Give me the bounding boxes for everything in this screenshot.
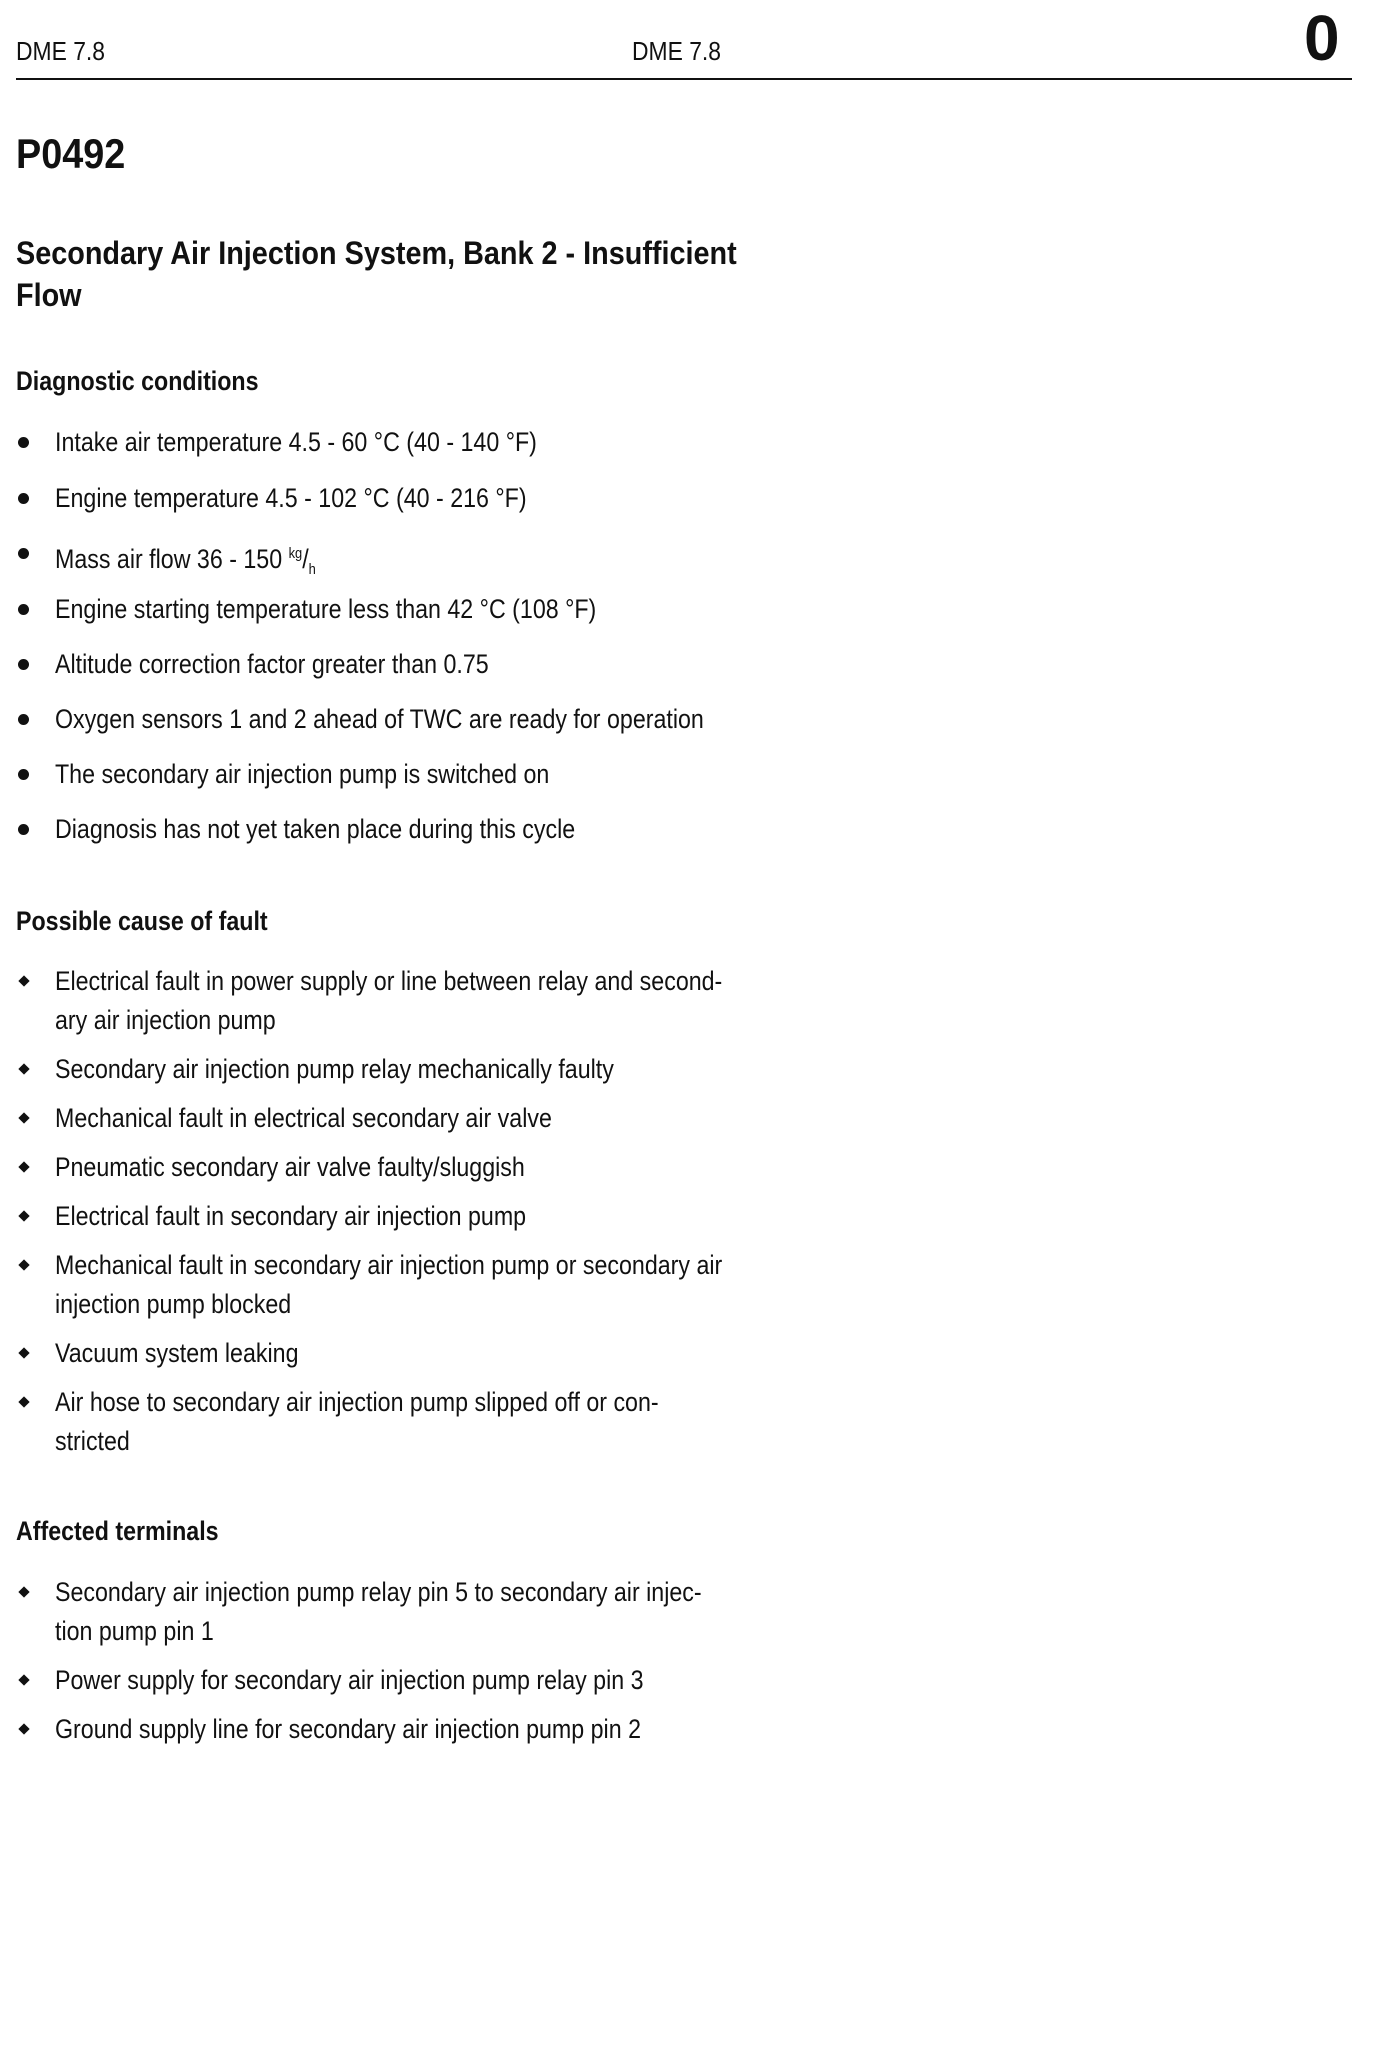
- list-item: Altitude correction factor greater than 0.75: [0, 645, 900, 700]
- bullet-dot-icon: [18, 437, 29, 448]
- bullet-dot-icon: [18, 769, 29, 780]
- possible-causes-heading: Possible cause of fault: [16, 906, 268, 936]
- bullet-diamond-icon: [18, 1112, 29, 1123]
- bullet-dot-icon: [18, 659, 29, 670]
- diagnostic-conditions-list: [0, 423, 900, 865]
- list-item: Oxygen sensors 1 and 2 ahead of TWC are ready for operation: [0, 700, 900, 755]
- diagnostic-conditions-heading: Diagnostic conditions: [16, 366, 259, 396]
- list-item: Pneumatic secondary air valve faulty/sluggish: [0, 1148, 900, 1197]
- bullet-diamond-icon: [18, 1723, 29, 1734]
- page-title: Secondary Air Injection System, Bank 2 - Insufficient Flow: [16, 235, 737, 313]
- list-item: Engine starting temperature less than 42 °C (108 °F): [0, 590, 900, 645]
- list-item: Mass air flow 36 - 150 $^{kg}/_h$: [0, 534, 900, 590]
- list-item: Electrical fault in secondary air injection pump: [0, 1197, 900, 1246]
- section-number: 0: [1304, 2, 1340, 74]
- bullet-diamond-icon: [18, 1161, 29, 1172]
- header-left-label: DME 7.8: [16, 36, 106, 66]
- header-center-label: DME 7.8: [632, 36, 722, 66]
- bullet-diamond-icon: [18, 1347, 29, 1358]
- unit-slash: /: [302, 544, 309, 574]
- header-rule: [16, 78, 1352, 80]
- bullet-dot-icon: [18, 548, 29, 559]
- list-item: Secondary air injection pump relay mechanically faulty: [0, 1050, 900, 1099]
- possible-causes-list: [0, 962, 900, 1471]
- list-item: Mechanical fault in secondary air injection pump or secondary air injection pump blocked: [0, 1246, 900, 1334]
- list-item: Ground supply line for secondary air injection pump pin 2: [0, 1710, 900, 1759]
- bullet-diamond-icon: [18, 1396, 29, 1407]
- list-item: Secondary air injection pump relay pin 5 to secondary air injec- tion pump pin 1: [0, 1573, 900, 1661]
- list-item: Power supply for secondary air injection pump relay pin 3: [0, 1661, 900, 1710]
- bullet-dot-icon: [18, 604, 29, 615]
- affected-terminals-list: [0, 1573, 900, 1759]
- list-item: Intake air temperature 4.5 - 60 °C (40 - 140 °F): [0, 423, 900, 479]
- bullet-dot-icon: [18, 714, 29, 725]
- list-item: Mechanical fault in electrical secondary air valve: [0, 1099, 900, 1148]
- bullet-dot-icon: [18, 493, 29, 504]
- list-item: Engine temperature 4.5 - 102 °C (40 - 216 °F): [0, 479, 900, 534]
- bullet-diamond-icon: [18, 1586, 29, 1597]
- list-item: Diagnosis has not yet taken place during this cycle: [0, 810, 900, 865]
- list-item: The secondary air injection pump is switched on: [0, 755, 900, 810]
- list-item: Vacuum system leaking: [0, 1334, 900, 1383]
- bullet-diamond-icon: [18, 1063, 29, 1074]
- unit-numerator: kg: [288, 545, 303, 562]
- bullet-diamond-icon: [18, 975, 29, 986]
- affected-terminals-heading: Affected terminals: [16, 1516, 219, 1546]
- bullet-diamond-icon: [18, 1210, 29, 1221]
- list-item: Air hose to secondary air injection pump slipped off or con- stricted: [0, 1383, 900, 1471]
- bullet-dot-icon: [18, 824, 29, 835]
- unit-denominator: h: [308, 561, 316, 578]
- list-item: Electrical fault in power supply or line between relay and second- ary air injection pump: [0, 962, 900, 1050]
- bullet-diamond-icon: [18, 1674, 29, 1685]
- bullet-diamond-icon: [18, 1259, 29, 1270]
- fault-code: P0492: [16, 130, 126, 177]
